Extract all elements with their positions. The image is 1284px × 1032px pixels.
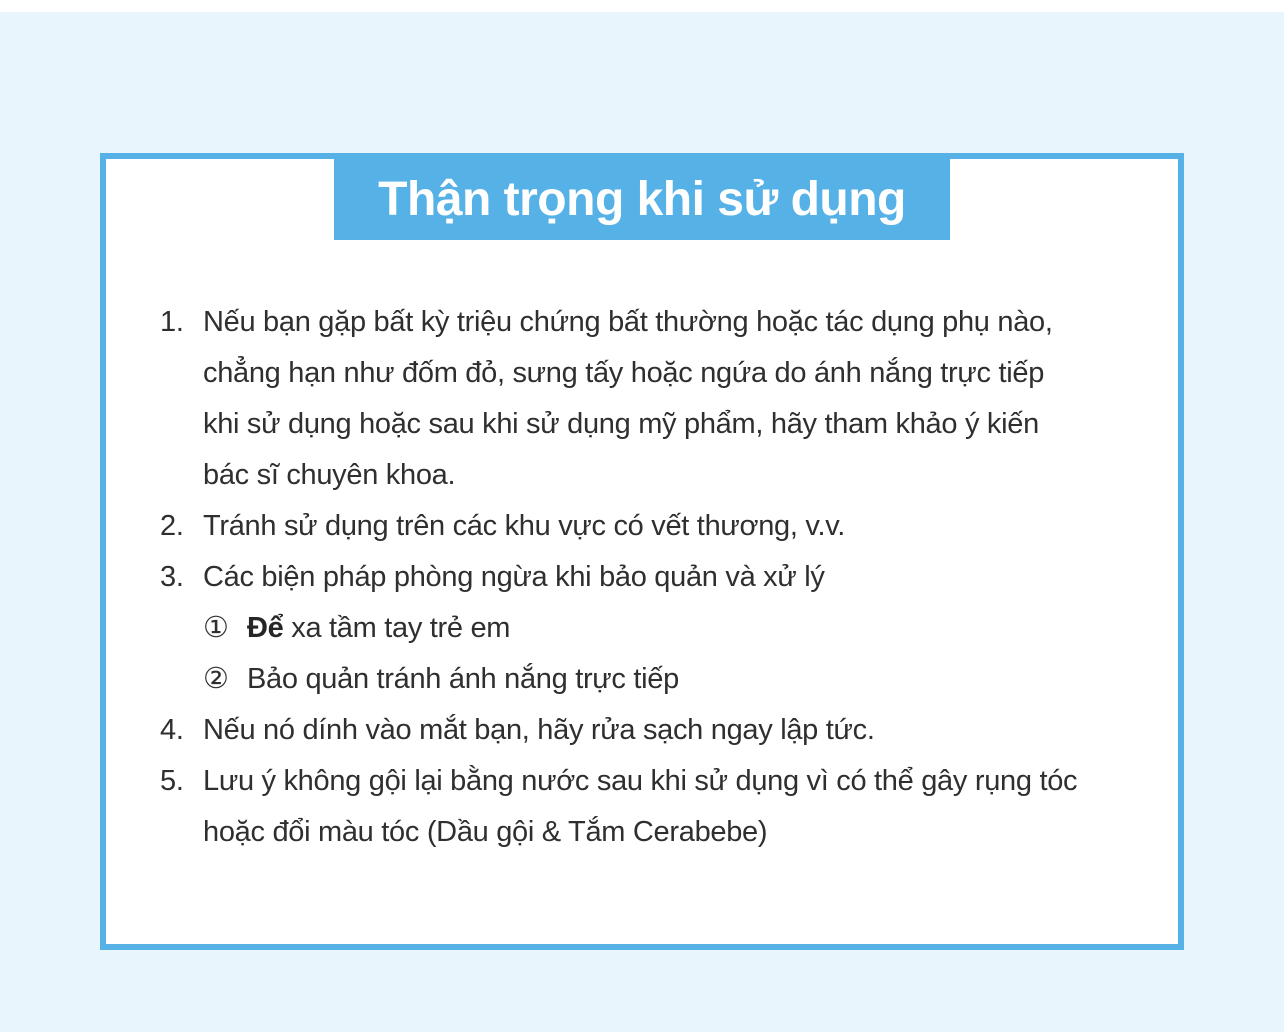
list-item-3 <box>160 552 1120 603</box>
list-item-1 <box>160 297 1120 501</box>
sub-item-bold: Để <box>247 612 284 644</box>
sub-item-1 <box>160 603 1120 654</box>
item-line: khi sử dụng hoặc sau khi sử dụng mỹ phẩm, hãy tham khảo ý kiến <box>203 408 1039 440</box>
sub-item-text: xa tầm tay trẻ em <box>283 612 511 644</box>
sub-item-2 <box>160 654 1120 705</box>
item-number: 2. <box>160 510 184 542</box>
title-banner <box>334 158 950 240</box>
item-line: chẳng hạn như đốm đỏ, sưng tấy hoặc ngứa do ánh nắng trực tiếp <box>203 357 1045 389</box>
sub-item-text: Bảo quản tránh ánh nắng trực tiếp <box>247 663 679 695</box>
circled-number: ① <box>203 612 229 644</box>
item-line: Các biện pháp phòng ngừa khi bảo quản và xử lý <box>203 561 825 593</box>
item-line: Lưu ý không gội lại bằng nước sau khi sử dụng vì có thể gây rụng tóc <box>203 765 1078 797</box>
circled-number: ② <box>203 663 229 695</box>
item-line: Nếu bạn gặp bất kỳ triệu chứng bất thường hoặc tác dụng phụ nào, <box>203 306 1053 338</box>
list-item-2 <box>160 501 1120 552</box>
page-title: Thận trọng khi sử dụng <box>378 172 906 226</box>
item-line: hoặc đổi màu tóc (Dầu gội & Tắm Cerabebe) <box>203 816 768 848</box>
item-number: 3. <box>160 561 184 593</box>
list-item-4 <box>160 705 1120 756</box>
item-number: 5. <box>160 765 184 797</box>
item-line: bác sĩ chuyên khoa. <box>203 459 456 491</box>
list-item-5 <box>160 756 1120 858</box>
item-line: Nếu nó dính vào mắt bạn, hãy rửa sạch ngay lập tức. <box>203 714 875 746</box>
item-number: 4. <box>160 714 184 746</box>
item-line: Tránh sử dụng trên các khu vực có vết thương, v.v. <box>203 510 846 542</box>
item-number: 1. <box>160 306 184 338</box>
caution-list <box>160 297 1120 858</box>
